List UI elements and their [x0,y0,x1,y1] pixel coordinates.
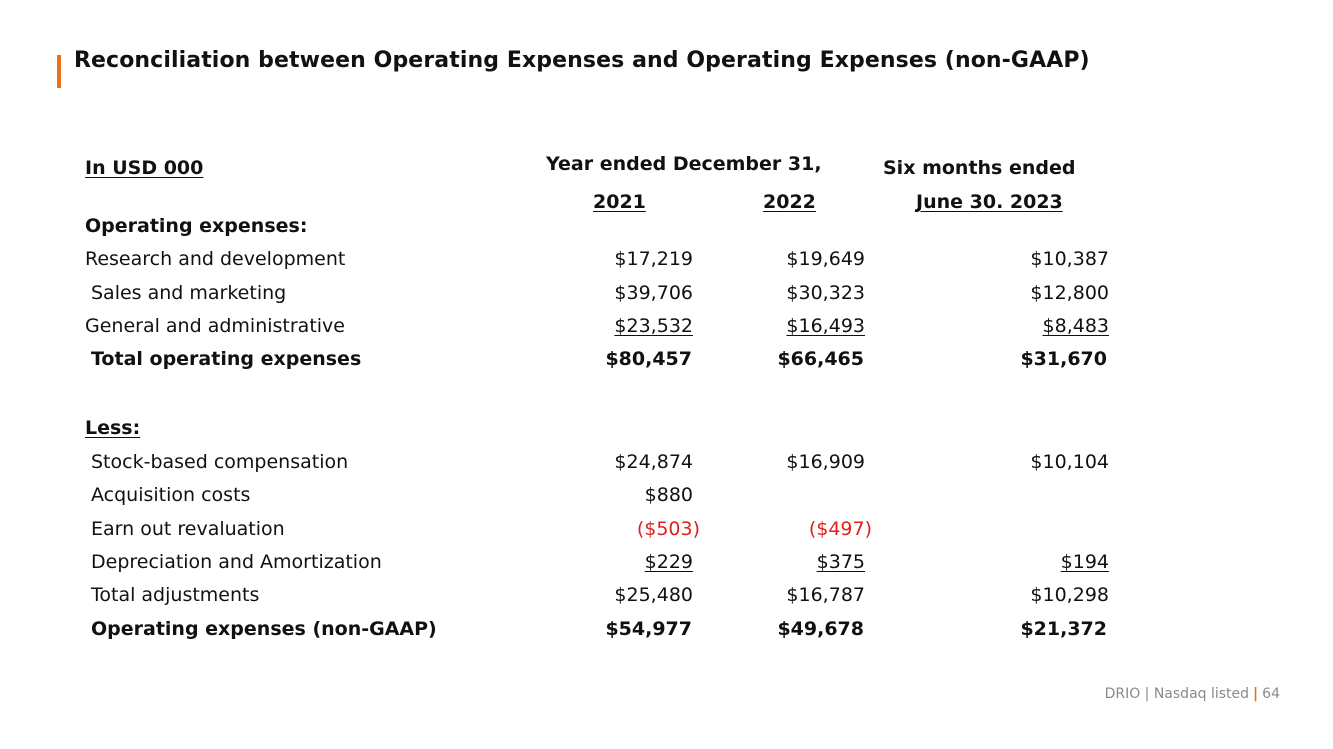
slide-title: Reconciliation between Operating Expenses and Operating Expenses (non-GAAP) [74,48,1090,73]
row-label-research-development: Research and development [85,248,346,270]
value-dep-2023: $194 [1060,551,1109,573]
row-label-general-administrative: General and administrative [85,315,345,337]
page-number: 64 [1262,686,1280,702]
value-earn-2022: ($497) [808,518,872,540]
section-operating-expenses: Operating expenses: [85,215,308,237]
value-sbc-2021: $24,874 [614,451,693,473]
value-sm-2021: $39,706 [614,282,693,304]
value-tadj-2023: $10,298 [1030,584,1109,606]
row-label-total-adjustments: Total adjustments [91,584,260,606]
header-six-months: Six months ended [883,157,1076,179]
value-nongaap-2021: $54,977 [605,618,692,640]
value-rd-2022: $19,649 [786,248,865,270]
slide-footer [1105,686,1280,702]
value-rd-2023: $10,387 [1030,248,1109,270]
column-header-2021: 2021 [593,191,646,213]
value-acq-2021: $880 [644,484,693,506]
footer-separator: | [1253,686,1259,702]
row-label-sales-marketing: Sales and marketing [91,282,287,304]
value-ga-2021: $23,532 [614,315,693,337]
value-tadj-2021: $25,480 [614,584,693,606]
value-nongaap-2022: $49,678 [777,618,864,640]
row-label-earn-out-revaluation: Earn out revaluation [91,518,285,540]
row-label-total-operating-expenses: Total operating expenses [91,348,362,370]
value-total-opex-2023: $31,670 [1020,348,1107,370]
value-earn-2021: ($503) [636,518,700,540]
value-ga-2022: $16,493 [786,315,865,337]
title-accent-bar [57,55,61,88]
value-dep-2022: $375 [816,551,865,573]
value-sbc-2022: $16,909 [786,451,865,473]
column-header-2022: 2022 [763,191,816,213]
value-sm-2022: $30,323 [786,282,865,304]
column-header-2023: June 30. 2023 [916,191,1063,213]
value-rd-2021: $17,219 [614,248,693,270]
row-label-depreciation-amortization: Depreciation and Amortization [91,551,382,573]
value-sm-2023: $12,800 [1030,282,1109,304]
section-less: Less: [85,417,141,439]
header-year-ended: Year ended December 31, [546,153,822,175]
row-label-operating-expenses-non-gaap: Operating expenses (non-GAAP) [91,618,437,640]
row-label-acquisition-costs: Acquisition costs [91,484,251,506]
value-nongaap-2023: $21,372 [1020,618,1107,640]
value-total-opex-2022: $66,465 [777,348,864,370]
value-dep-2021: $229 [644,551,693,573]
unit-label: In USD 000 [85,157,204,179]
row-label-stock-based-compensation: Stock-based compensation [91,451,349,473]
footer-company: DRIO | Nasdaq listed [1104,686,1250,702]
value-total-opex-2021: $80,457 [605,348,692,370]
value-tadj-2022: $16,787 [786,584,865,606]
value-sbc-2023: $10,104 [1030,451,1109,473]
value-ga-2023: $8,483 [1042,315,1109,337]
